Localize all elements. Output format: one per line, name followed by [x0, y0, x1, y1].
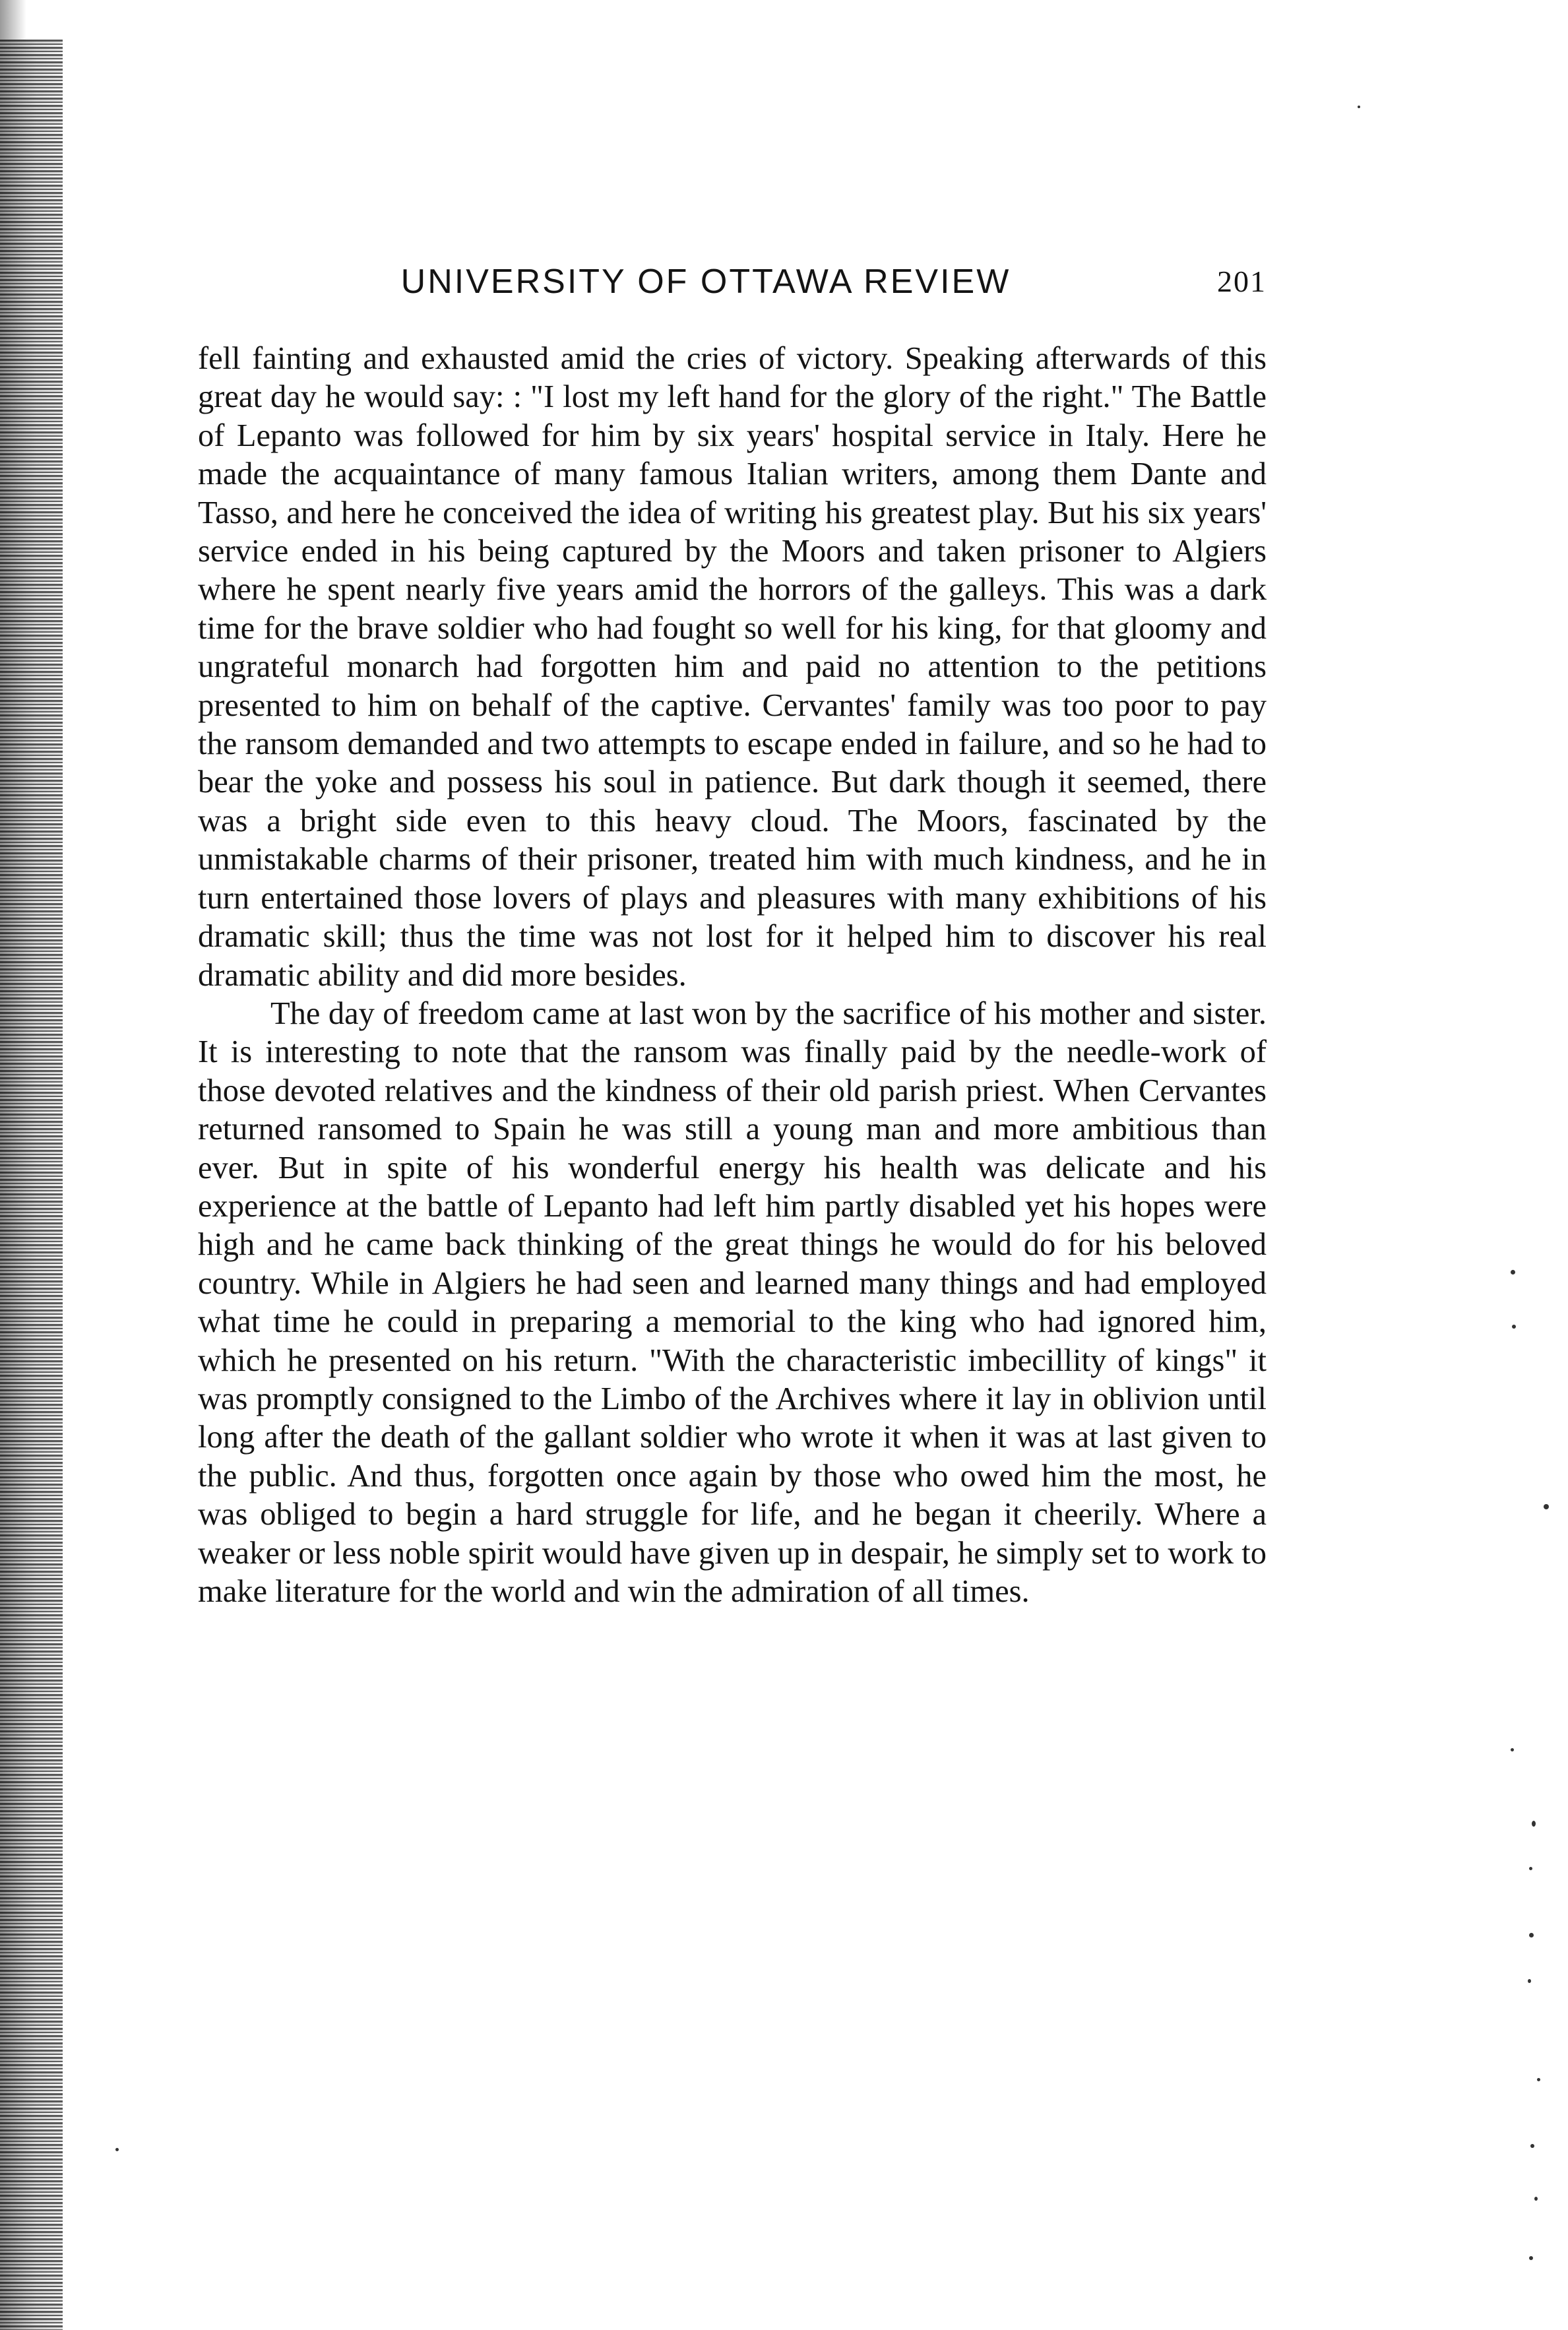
scan-speck	[1537, 2078, 1540, 2081]
scan-speck	[115, 2148, 119, 2151]
scan-speck	[1511, 1270, 1515, 1275]
scan-speck	[1528, 1979, 1531, 1983]
scan-speck	[1534, 2197, 1538, 2201]
scan-speck	[1529, 1867, 1532, 1870]
scan-speck	[1512, 1325, 1516, 1329]
journal-title: UNIVERSITY OF OTTAWA REVIEW	[400, 263, 1011, 301]
running-header	[198, 259, 1267, 305]
page-number: 201	[1217, 265, 1267, 298]
scan-speck	[1511, 1748, 1514, 1751]
paragraph: The day of freedom came at last won by the sacrifice of his mother and sister. It is interesting to note that the ransom was finally paid by the needle-work of those devoted relatives and the kindness of their old parish priest. When Cervantes returned ransomed to Spain he was still a young man and more ambitious than ever. But in spite of his wonderful energy his health was delicate and his experience at the battle of Lepanto had left him partly disabled yet his hopes were high and he came back thinking of the great things he would do for his beloved country. While in Algiers he had seen and learned many things and had employed what time he could in preparing a memorial to the king who had ignored him, which he presented on his return. "With the characteristic imbecillity of kings" it was promptly consigned to the Limbo of the Archives where it lay in oblivion until long after the death of the gallant soldier who wrote it when it was at last given to the public. And thus, forgotten once again by those who owed him the most, he was obliged to begin a hard struggle for life, and he began it cheerily. Where a weaker or less noble spirit would have given up in despair, he simply set to work to make literature for the world and win the admiration of all times.	[198, 995, 1267, 1609]
page-binding-edge	[0, 40, 63, 2330]
scan-speck	[1358, 106, 1360, 108]
scan-speck	[1544, 1504, 1549, 1509]
scan-speck	[1532, 1821, 1536, 1827]
scan-speck	[1530, 2144, 1534, 2148]
scan-speck	[1529, 1933, 1534, 1937]
scan-speck	[1529, 2256, 1533, 2260]
article-body	[198, 340, 1267, 1611]
paragraph-continuation: fell fainting and exhausted amid the cries of victory. Speaking afterwards of this great day he would say: : "I lost my left hand for the glory of the right." The Battle of Lepanto was followed for him by six years' hospital service in Italy. Here he made the acquaintance of many famous Italian writers, among them Dante and Tasso, and here he conceived the idea of writing his greatest play. But his six years' service ended in his being captured by the Moors and taken prisoner to Algiers where he spent nearly five years amid the horrors of the galleys. This was a dark time for the brave soldier who had fought so well for his king, for that gloomy and ungrateful monarch had forgotten him and paid no attention to the petitions presented to him on behalf of the captive. Cervantes' family was too poor to pay the ransom demanded and two attempts to escape ended in failure, and so he had to bear the yoke and possess his soul in patience. But dark though it seemed, there was a bright side even to this heavy cloud. The Moors, fascinated by the unmistakable charms of their prisoner, treated him with much kindness, and he in turn entertained those lovers of plays and pleasures with many exhibitions of his dramatic skill; thus the time was not lost for it helped him to discover his real dramatic ability and did more besides.	[198, 341, 1267, 993]
